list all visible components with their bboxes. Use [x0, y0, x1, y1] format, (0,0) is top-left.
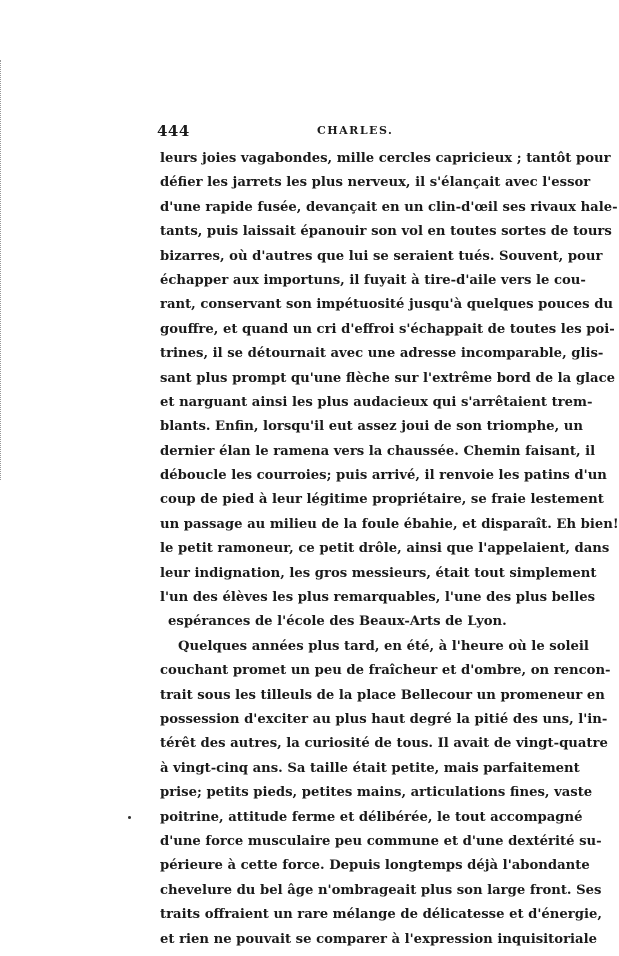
text-line: leurs joies vagabondes, mille cercles capricieux ; tantôt pour: [160, 151, 611, 166]
text-line: à vingt-cinq ans. Sa taille était petite, mais parfaitement: [160, 760, 580, 776]
body-text: [160, 147, 619, 952]
text-line: d'une force musculaire peu commune et d'une dextérité su-: [160, 833, 602, 849]
text-line: térêt des autres, la curiosité de tous. Il avait de vingt-quatre: [160, 736, 608, 752]
text-line: coup de pied à leur légitime propriétaire, se fraie lestement: [160, 492, 604, 508]
text-line: possession d'exciter au plus haut degré la pitié des uns, l'in-: [160, 711, 608, 727]
page-number: 444: [157, 122, 190, 140]
text-line: défier les jarrets les plus nerveux, il s'élançait avec l'essor: [160, 175, 591, 191]
text-line: d'une rapide fusée, devançait en un clin-d'œil ses rivaux hale-: [160, 199, 618, 215]
text-line: sant plus prompt qu'une flèche sur l'extrême bord de la glace: [160, 370, 616, 386]
text-line: couchant promet un peu de fraîcheur et d'ombre, on rencon-: [160, 663, 611, 679]
text-line: gouffre, et quand un cri d'effroi s'échappait de toutes les poi-: [160, 321, 615, 337]
text-line: trait sous les tilleuls de la place Bellecour un promeneur en: [160, 687, 605, 703]
scan-edge-marks: [0, 60, 4, 480]
text-line: échapper aux importuns, il fuyait à tire-d'aile vers le cou-: [160, 272, 586, 288]
paragraph-start-line: Quelques années plus tard, en été, à l'heure où le soleil: [178, 638, 589, 654]
text-line: prise; petits pieds, petites mains, articulations fines, vaste: [160, 785, 593, 801]
text-line: et narguant ainsi les plus audacieux qui s'arrêtaient trem-: [160, 394, 593, 410]
text-line: tants, puis laissait épanouir son vol en toutes sortes de tours: [160, 224, 612, 240]
text-line: poitrine, attitude ferme et délibérée, le tout accompagné: [160, 809, 583, 825]
text-line: rant, conservant son impétuosité jusqu'à quelques pouces du: [160, 297, 614, 313]
text-line: blants. Enfin, lorsqu'il eut assez joui de son triomphe, un: [160, 419, 583, 435]
page-header: [157, 122, 517, 142]
paragraph-end-line: espérances de l'école des Beaux-Arts de Lyon.: [168, 614, 507, 630]
text-line: l'un des élèves les plus remarquables, l'une des plus belles: [160, 590, 596, 606]
text-line: leur indignation, les gros messieurs, était tout simplement: [160, 565, 597, 581]
text-line: dernier élan le ramena vers la chaussée. Chemin faisant, il: [160, 443, 596, 459]
text-line: déboucle les courroies; puis arrivé, il renvoie les patins d'un: [160, 468, 607, 484]
text-line: bizarres, où d'autres que lui se seraient tués. Souvent, pour: [160, 248, 603, 264]
ink-speck: [128, 816, 131, 819]
text-line: chevelure du bel âge n'ombrageait plus son large front. Ses: [160, 882, 602, 898]
running-head: CHARLES.: [317, 124, 394, 137]
text-line: un passage au milieu de la foule ébahie, et disparaît. Eh bien!: [160, 516, 619, 532]
text-line: périeure à cette force. Depuis longtemps déjà l'abondante: [160, 858, 590, 874]
text-line: traits offraient un rare mélange de délicatesse et d'énergie,: [160, 907, 602, 923]
text-line: le petit ramoneur, ce petit drôle, ainsi que l'appelaient, dans: [160, 541, 610, 557]
text-line: et rien ne pouvait se comparer à l'expression inquisitoriale: [160, 931, 597, 947]
text-line: trines, il se détournait avec une adresse incomparable, glis-: [160, 346, 604, 362]
